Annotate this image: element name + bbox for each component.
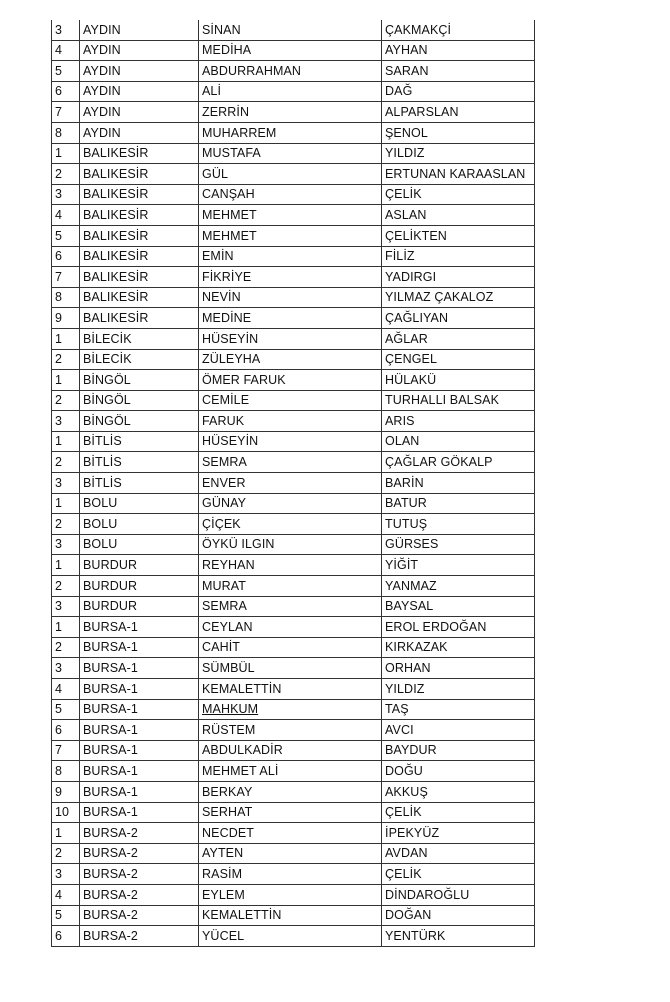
surname-cell: TURHALLI BALSAK [382,390,535,411]
row-number-cell: 3 [52,534,80,555]
first-name-cell: ABDURRAHMAN [199,61,382,82]
surname-cell: ŞENOL [382,122,535,143]
surname-cell: TAŞ [382,699,535,720]
surname-cell: İPEKYÜZ [382,823,535,844]
table-row [52,493,535,514]
row-number-cell: 4 [52,40,80,61]
city-cell: BOLU [80,534,199,555]
city-cell: BALIKESİR [80,246,199,267]
city-cell: BURSA-1 [80,761,199,782]
row-number-cell: 2 [52,452,80,473]
surname-cell: ÇAĞLIYAN [382,308,535,329]
surname-cell: ALPARSLAN [382,102,535,123]
row-number-cell: 2 [52,514,80,535]
city-cell: BURSA-1 [80,679,199,700]
table-row [52,637,535,658]
surname-cell: TUTUŞ [382,514,535,535]
table-row [52,225,535,246]
row-number-cell: 4 [52,884,80,905]
surname-cell: ÇAKMAKÇİ [382,20,535,40]
city-cell: BALIKESİR [80,143,199,164]
row-number-cell: 3 [52,411,80,432]
first-name-cell: MEHMET ALİ [199,761,382,782]
city-cell: BURSA-2 [80,864,199,885]
table-row [52,802,535,823]
surname-cell: YANMAZ [382,576,535,597]
city-cell: BİNGÖL [80,370,199,391]
table-row [52,740,535,761]
city-cell: BURDUR [80,576,199,597]
first-name-cell: ENVER [199,473,382,494]
surname-cell: DOĞAN [382,905,535,926]
surname-cell: HÜLAKÜ [382,370,535,391]
row-number-cell: 3 [52,658,80,679]
row-number-cell: 7 [52,102,80,123]
surname-cell: OLAN [382,431,535,452]
surname-cell: KIRKAZAK [382,637,535,658]
table-row [52,40,535,61]
row-number-cell: 4 [52,679,80,700]
first-name-cell: CEMİLE [199,390,382,411]
city-cell: BALIKESİR [80,287,199,308]
city-cell: BİTLİS [80,452,199,473]
first-name-cell: SERHAT [199,802,382,823]
row-number-cell: 2 [52,843,80,864]
surname-cell: ÇAĞLAR GÖKALP [382,452,535,473]
table-row [52,699,535,720]
first-name-cell: RASİM [199,864,382,885]
city-cell: BURSA-2 [80,926,199,947]
surname-cell: DOĞU [382,761,535,782]
row-number-cell: 2 [52,576,80,597]
row-number-cell: 1 [52,328,80,349]
city-cell: AYDIN [80,122,199,143]
first-name-cell: AYTEN [199,843,382,864]
table-row [52,370,535,391]
city-cell: BURSA-2 [80,905,199,926]
first-name-cell: GÜL [199,164,382,185]
surname-cell: AKKUŞ [382,781,535,802]
first-name-cell: YÜCEL [199,926,382,947]
surname-cell: FİLİZ [382,246,535,267]
city-cell: BİNGÖL [80,411,199,432]
first-name-cell: HÜSEYİN [199,431,382,452]
first-name-cell: SEMRA [199,596,382,617]
surname-cell: ASLAN [382,205,535,226]
row-number-cell: 8 [52,287,80,308]
table-row [52,576,535,597]
city-cell: BİLECİK [80,349,199,370]
first-name-cell: ZÜLEYHA [199,349,382,370]
row-number-cell: 6 [52,720,80,741]
table-row [52,452,535,473]
city-cell: BİNGÖL [80,390,199,411]
table-row [52,390,535,411]
table-row [52,267,535,288]
first-name-cell: RÜSTEM [199,720,382,741]
table-row [52,926,535,947]
first-name-cell: KEMALETTİN [199,679,382,700]
surname-cell: BATUR [382,493,535,514]
table-row [52,884,535,905]
row-number-cell: 1 [52,431,80,452]
city-cell: BALIKESİR [80,225,199,246]
city-cell: BALIKESİR [80,205,199,226]
first-name-cell: MAHKUM [199,699,382,720]
surname-cell: AVDAN [382,843,535,864]
table-row [52,617,535,638]
first-name-cell: MUSTAFA [199,143,382,164]
row-number-cell: 8 [52,761,80,782]
table-row [52,658,535,679]
first-name-cell: FİKRİYE [199,267,382,288]
row-number-cell: 4 [52,205,80,226]
city-cell: AYDIN [80,61,199,82]
surname-cell: ÇELİK [382,802,535,823]
first-name-cell: ABDULKADİR [199,740,382,761]
first-name-cell: SÜMBÜL [199,658,382,679]
row-number-cell: 1 [52,555,80,576]
first-name-cell: CANŞAH [199,184,382,205]
city-cell: BURSA-1 [80,637,199,658]
table-row [52,679,535,700]
city-cell: BURSA-1 [80,802,199,823]
city-cell: BURSA-1 [80,740,199,761]
surname-cell: DAĞ [382,81,535,102]
first-name-cell: NEVİN [199,287,382,308]
city-cell: BURDUR [80,596,199,617]
first-name-cell: SEMRA [199,452,382,473]
city-cell: BALIKESİR [80,184,199,205]
row-number-cell: 2 [52,164,80,185]
first-name-cell: EMİN [199,246,382,267]
first-name-cell: MEDİHA [199,40,382,61]
row-number-cell: 9 [52,781,80,802]
surname-cell: ÇELİK [382,864,535,885]
row-number-cell: 5 [52,905,80,926]
first-name-cell: SİNAN [199,20,382,40]
surname-cell: AVCI [382,720,535,741]
row-number-cell: 3 [52,184,80,205]
row-number-cell: 7 [52,267,80,288]
row-number-cell: 10 [52,802,80,823]
table-row [52,164,535,185]
candidate-table [51,20,535,947]
row-number-cell: 1 [52,823,80,844]
surname-cell: BAYDUR [382,740,535,761]
city-cell: AYDIN [80,20,199,40]
row-number-cell: 5 [52,699,80,720]
table-row [52,431,535,452]
surname-cell: BAYSAL [382,596,535,617]
surname-cell: DİNDAROĞLU [382,884,535,905]
row-number-cell: 1 [52,370,80,391]
first-name-cell: MUHARREM [199,122,382,143]
city-cell: BURSA-1 [80,720,199,741]
row-number-cell: 9 [52,308,80,329]
row-number-cell: 1 [52,143,80,164]
surname-cell: ÇELİKTEN [382,225,535,246]
candidate-table-body [52,20,535,946]
row-number-cell: 3 [52,864,80,885]
table-row [52,102,535,123]
row-number-cell: 3 [52,20,80,40]
row-number-cell: 6 [52,246,80,267]
city-cell: BURSA-1 [80,781,199,802]
first-name-cell: KEMALETTİN [199,905,382,926]
surname-cell: YILDIZ [382,679,535,700]
city-cell: AYDIN [80,81,199,102]
table-row [52,781,535,802]
table-row [52,411,535,432]
surname-cell: ORHAN [382,658,535,679]
table-row [52,81,535,102]
first-name-cell: ZERRİN [199,102,382,123]
first-name-cell: CAHİT [199,637,382,658]
table-row [52,308,535,329]
surname-cell: ERTUNAN KARAASLAN [382,164,535,185]
first-name-cell: FARUK [199,411,382,432]
city-cell: BURSA-2 [80,823,199,844]
surname-cell: YILDIZ [382,143,535,164]
table-row [52,205,535,226]
row-number-cell: 6 [52,926,80,947]
row-number-cell: 7 [52,740,80,761]
surname-cell: BARİN [382,473,535,494]
city-cell: BOLU [80,514,199,535]
first-name-cell: ÖMER FARUK [199,370,382,391]
table-row [52,328,535,349]
table-row [52,184,535,205]
city-cell: BURSA-1 [80,658,199,679]
surname-cell: EROL ERDOĞAN [382,617,535,638]
first-name-cell: NECDET [199,823,382,844]
surname-cell: YİĞİT [382,555,535,576]
table-row [52,61,535,82]
row-number-cell: 6 [52,81,80,102]
first-name-cell: ALİ [199,81,382,102]
first-name-cell: ÖYKÜ ILGIN [199,534,382,555]
city-cell: BURSA-2 [80,884,199,905]
row-number-cell: 1 [52,617,80,638]
table-row [52,20,535,40]
first-name-cell: HÜSEYİN [199,328,382,349]
table-row [52,246,535,267]
row-number-cell: 2 [52,349,80,370]
surname-cell: AĞLAR [382,328,535,349]
city-cell: AYDIN [80,102,199,123]
row-number-cell: 8 [52,122,80,143]
city-cell: BURDUR [80,555,199,576]
table-row [52,823,535,844]
first-name-cell: MEHMET [199,205,382,226]
table-row [52,514,535,535]
table-row [52,534,535,555]
first-name-cell: REYHAN [199,555,382,576]
table-row [52,143,535,164]
surname-cell: ÇENGEL [382,349,535,370]
table-row [52,555,535,576]
table-row [52,287,535,308]
surname-cell: ÇELİK [382,184,535,205]
surname-cell: GÜRSES [382,534,535,555]
city-cell: AYDIN [80,40,199,61]
surname-cell: ARIS [382,411,535,432]
row-number-cell: 5 [52,61,80,82]
row-number-cell: 3 [52,596,80,617]
first-name-cell: MEHMET [199,225,382,246]
first-name-cell: ÇİÇEK [199,514,382,535]
city-cell: BALIKESİR [80,164,199,185]
city-cell: BİLECİK [80,328,199,349]
first-name-cell: MEDİNE [199,308,382,329]
table-row [52,864,535,885]
city-cell: BALIKESİR [80,308,199,329]
surname-cell: YENTÜRK [382,926,535,947]
city-cell: BURSA-1 [80,617,199,638]
city-cell: BİTLİS [80,431,199,452]
city-cell: BİTLİS [80,473,199,494]
city-cell: BOLU [80,493,199,514]
row-number-cell: 3 [52,473,80,494]
city-cell: BALIKESİR [80,267,199,288]
surname-cell: AYHAN [382,40,535,61]
table-row [52,473,535,494]
table-row [52,122,535,143]
first-name-cell: BERKAY [199,781,382,802]
row-number-cell: 1 [52,493,80,514]
row-number-cell: 2 [52,390,80,411]
row-number-cell: 5 [52,225,80,246]
table-row [52,596,535,617]
surname-cell: SARAN [382,61,535,82]
table-row [52,761,535,782]
table-row [52,905,535,926]
surname-cell: YADIRGI [382,267,535,288]
first-name-cell: EYLEM [199,884,382,905]
first-name-cell: GÜNAY [199,493,382,514]
first-name-cell: MURAT [199,576,382,597]
surname-cell: YILMAZ ÇAKALOZ [382,287,535,308]
city-cell: BURSA-1 [80,699,199,720]
row-number-cell: 2 [52,637,80,658]
table-row [52,349,535,370]
table-row [52,720,535,741]
city-cell: BURSA-2 [80,843,199,864]
first-name-cell: CEYLAN [199,617,382,638]
table-row [52,843,535,864]
